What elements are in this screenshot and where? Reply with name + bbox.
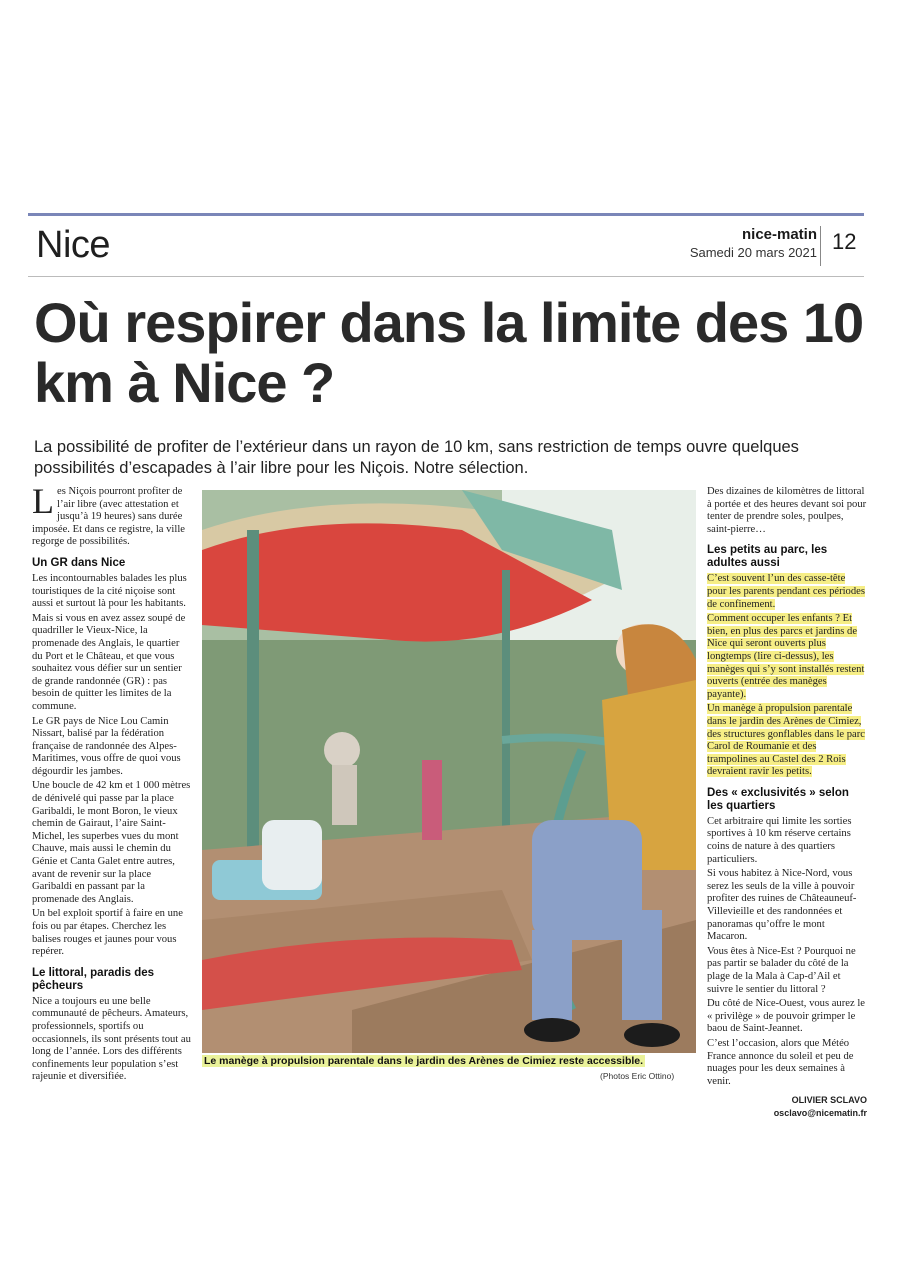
masthead-rule bbox=[28, 276, 864, 277]
subheading-gr: Un GR dans Nice bbox=[32, 556, 126, 569]
issue-date: Samedi 20 mars 2021 bbox=[689, 245, 817, 260]
highlighted-text: Comment occuper les enfants ? Et bien, en plus des parcs et jardins de Nice qui seront ouverts plus longtemps (lire ci-dessus), les manèges qui s’y sont installés restent ouverts (entrée des manèges payante). bbox=[707, 613, 865, 700]
paragraph: Un bel exploit sportif à faire en une fois ou par étapes. Cherchez les balises rouges et jaunes pour vous repérer. bbox=[32, 908, 183, 958]
paragraph: Cet arbitraire qui limite les sorties sportives à 10 km réserve certains coins de nature à des quartiers particuliers. bbox=[707, 815, 852, 865]
top-rule bbox=[28, 213, 864, 216]
intro-paragraph bbox=[32, 481, 192, 549]
paragraph bbox=[707, 703, 867, 779]
paragraph: Mais si vous en avez assez soupé de quadriller le Vieux-Nice, la promenade des Anglais, le quartier du Port et le Château, et que vous souhaitez vous défier sur un sentier de grande randonnée (GR) : pas besoin de quitter les limites de la commune. bbox=[32, 612, 186, 712]
paragraph: Nice a toujours eu une belle communauté de pêcheurs. Amateurs, professionnels, sportifs ou occasionnels, ils sont présents tout au long de l’année. Lors des différents confinements leur population s’est rajeunie et diversifiée. bbox=[32, 995, 191, 1083]
paragraph: Des dizaines de kilomètres de littoral à portée et des heures devant soi pour tenter de prendre soles, poulpes, saint-pierre… bbox=[707, 486, 867, 535]
photo-credit: (Photos Eric Ottino) bbox=[600, 1071, 675, 1081]
carousel-illustration bbox=[202, 490, 696, 1053]
paragraph: Les incontournables balades les plus touristiques de la cité niçoise sont aussi et surtout là pour les habitants. bbox=[32, 572, 187, 610]
masthead-divider bbox=[820, 226, 821, 266]
column-left bbox=[32, 481, 192, 1086]
drop-cap: L bbox=[32, 481, 54, 521]
paragraph: Le GR pays de Nice Lou Camin Nissart, balisé par la fédération française de randonnée des Alpes-Maritimes, vous offre de quoi vous dégourdir les jambes. bbox=[32, 715, 181, 777]
paragraph: Si vous habitez à Nice-Nord, vous serez les seuls de la ville à pouvoir profiter des ruines de Châteauneuf-Villevieille et des randonnées et panoramas qu’offre le mont Macaron. bbox=[707, 868, 857, 943]
article-standfirst: La possibilité de profiter de l’extérieur dans un rayon de 10 km, sans restriction de temps ouvre quelques possibilités d’escapades à l’air libre pour les Niçois. Notre sélection. bbox=[34, 438, 799, 477]
subheading-parcs: Les petits au parc, les adultes aussi bbox=[707, 544, 828, 570]
intro-text: es Niçois pourront profiter de l’air libre (avec attestation et jusqu’à 19 heures) sans durée imposée. Et dans ce registre, la ville regorge de possibilités. bbox=[32, 486, 185, 548]
subheading-littoral: Le littoral, paradis des pêcheurs bbox=[32, 966, 155, 992]
paragraph: Du côté de Nice-Ouest, vous aurez le « privilège » de pouvoir grimper le baou de Saint-Jeannet. bbox=[707, 998, 865, 1035]
photo-caption: Le manège à propulsion parentale dans le jardin des Arènes de Cimiez reste accessible. bbox=[204, 1055, 644, 1067]
section-title: Nice bbox=[36, 224, 111, 266]
masthead-brand bbox=[690, 226, 817, 260]
highlighted-text: C’est souvent l’un des casse-tête pour les parents pendant ces périodes de confinement. bbox=[707, 573, 865, 610]
article-headline: Où respirer dans la limite des 10 km à Nice ? bbox=[34, 291, 864, 414]
paragraph: Une boucle de 42 km et 1 000 mètres de dénivelé qui passe par la place Garibaldi, le mont Boron, le vieux chemin de Gairaut, l’aire Saint-Michel, les superbes vues du mont Chauve, mais aussi le chemin du Génie et Canta Galet entre autres, avant de revenir sur la place Garibaldi en passant par la promenade des Anglais. bbox=[32, 780, 191, 905]
page-number: 12 bbox=[832, 229, 857, 254]
author-signature: OLIVIER SCLAVO bbox=[791, 1095, 867, 1106]
column-right bbox=[707, 486, 867, 1120]
highlighted-text: Un manège à propulsion parentale dans le jardin des Arènes de Cimiez, des structures gonflables dans le parc Carol de Roumanie et des trampolines au Castel des 2 Rois devraient ravir les petits. bbox=[707, 703, 865, 778]
paragraph: C’est l’occasion, alors que Météo France annonce du soleil et peu de nuages pour les deux semaines à venir. bbox=[707, 1037, 854, 1087]
newspaper-name: nice-matin bbox=[741, 226, 817, 243]
paragraph: Vous êtes à Nice-Est ? Pourquoi ne pas partir se balader du côté de la plage de la Mala à Cap-d’Ail et suivre le sentier du littoral ? bbox=[707, 945, 856, 995]
highlighted-paragraph bbox=[707, 573, 867, 611]
paragraph bbox=[707, 613, 867, 701]
author-email: osclavo@nicematin.fr bbox=[773, 1107, 867, 1118]
subheading-exclusivites: Des « exclusivités » selon les quartiers bbox=[707, 786, 849, 812]
carousel-photo bbox=[202, 490, 696, 1053]
